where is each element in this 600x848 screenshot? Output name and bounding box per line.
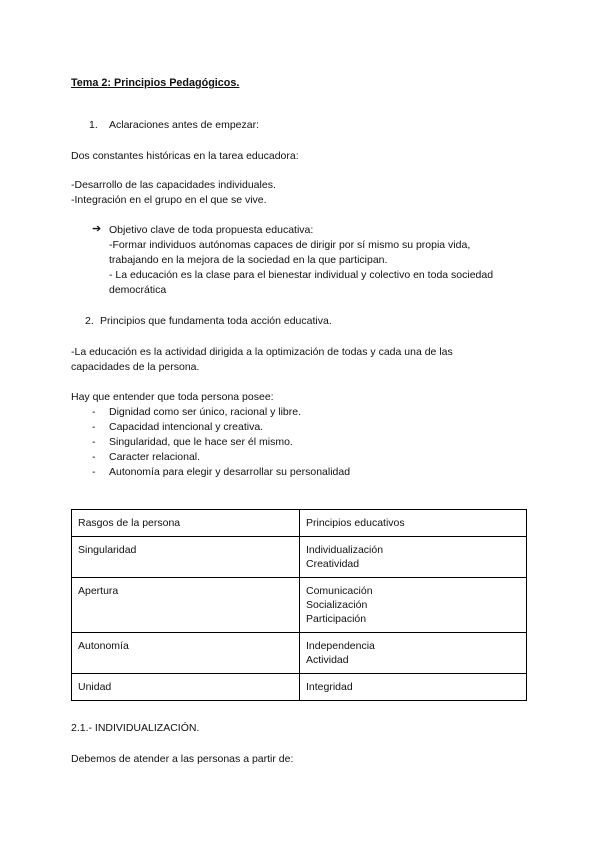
possess-item: Capacidad intencional y creativa. xyxy=(109,421,264,433)
table-row xyxy=(72,537,527,578)
principle-item: Socialización xyxy=(306,599,368,611)
table-cell-principios xyxy=(300,537,527,578)
table-header-row xyxy=(72,510,527,537)
section-1-number: 1. xyxy=(89,119,98,131)
objective-line: trabajando en la mejora de la sociedad en la que participan. xyxy=(109,254,388,266)
possess-item: Singularidad, que le hace ser él mismo. xyxy=(109,436,293,448)
table-row xyxy=(72,674,527,701)
objective-line: -Formar individuos autónomas capaces de dirigir por sí mismo su propia vida, xyxy=(109,239,471,251)
principle-item: Comunicación xyxy=(306,585,373,597)
education-definition-line: -La educación es la actividad dirigida a la optimización de todas y cada una de las xyxy=(71,346,453,358)
section-2-heading: Principios que fundamenta toda acción educativa. xyxy=(100,315,332,327)
table-cell-rasgo: Apertura xyxy=(72,578,300,633)
principle-item: Participación xyxy=(306,613,367,625)
table-header-cell: Principios educativos xyxy=(300,510,527,537)
principle-item: Actividad xyxy=(306,654,349,666)
closing-paragraph: Debemos de atender a las personas a partir de: xyxy=(71,753,294,765)
constant-item: -Desarrollo de las capacidades individuales. xyxy=(71,179,276,191)
table-cell-principios xyxy=(300,633,527,674)
arrow-bullet-icon: ➔ xyxy=(92,223,102,235)
principle-item: Creatividad xyxy=(306,558,360,570)
section-2-number: 2. xyxy=(85,315,94,327)
dash-bullet: - xyxy=(92,436,96,448)
dash-bullet: - xyxy=(92,421,96,433)
objective-line: - La educación es la clase para el bienestar individual y colectivo en toda sociedad xyxy=(109,269,494,281)
principle-item: Independencia xyxy=(306,640,375,652)
table-cell-rasgo: Autonomía xyxy=(72,633,300,674)
constant-item: -Integración en el grupo en el que se vive. xyxy=(71,194,267,206)
objective-line: democrática xyxy=(109,284,167,296)
possess-item: Autonomía para elegir y desarrollar su personalidad xyxy=(109,466,351,478)
section-1-heading: Aclaraciones antes de empezar: xyxy=(109,119,259,131)
document-title: Tema 2: Principios Pedagógicos. xyxy=(71,77,240,89)
table-cell-principios xyxy=(300,674,527,701)
possess-item: Dignidad como ser único, racional y libre. xyxy=(109,406,302,418)
traits-principles-table xyxy=(71,509,527,701)
subsection-heading: 2.1.- INDIVIDUALIZACIÓN. xyxy=(71,722,200,734)
dash-bullet: - xyxy=(92,406,96,418)
table-cell-principios xyxy=(300,578,527,633)
table-row xyxy=(72,633,527,674)
education-definition-line: capacidades de la persona. xyxy=(71,361,200,373)
possess-intro: Hay que entender que toda persona posee: xyxy=(71,391,274,403)
table-header-cell: Rasgos de la persona xyxy=(72,510,300,537)
table-cell-rasgo: Singularidad xyxy=(72,537,300,578)
possess-item: Caracter relacional. xyxy=(109,451,201,463)
table-row xyxy=(72,578,527,633)
principle-item: Individualización xyxy=(306,544,384,556)
dash-bullet: - xyxy=(92,451,96,463)
table-cell-rasgo: Unidad xyxy=(72,674,300,701)
principle-item: Integridad xyxy=(306,681,353,693)
dash-bullet: - xyxy=(92,466,96,478)
intro-paragraph: Dos constantes históricas en la tarea educadora: xyxy=(71,150,299,162)
objective-label: Objetivo clave de toda propuesta educativa: xyxy=(109,224,314,236)
